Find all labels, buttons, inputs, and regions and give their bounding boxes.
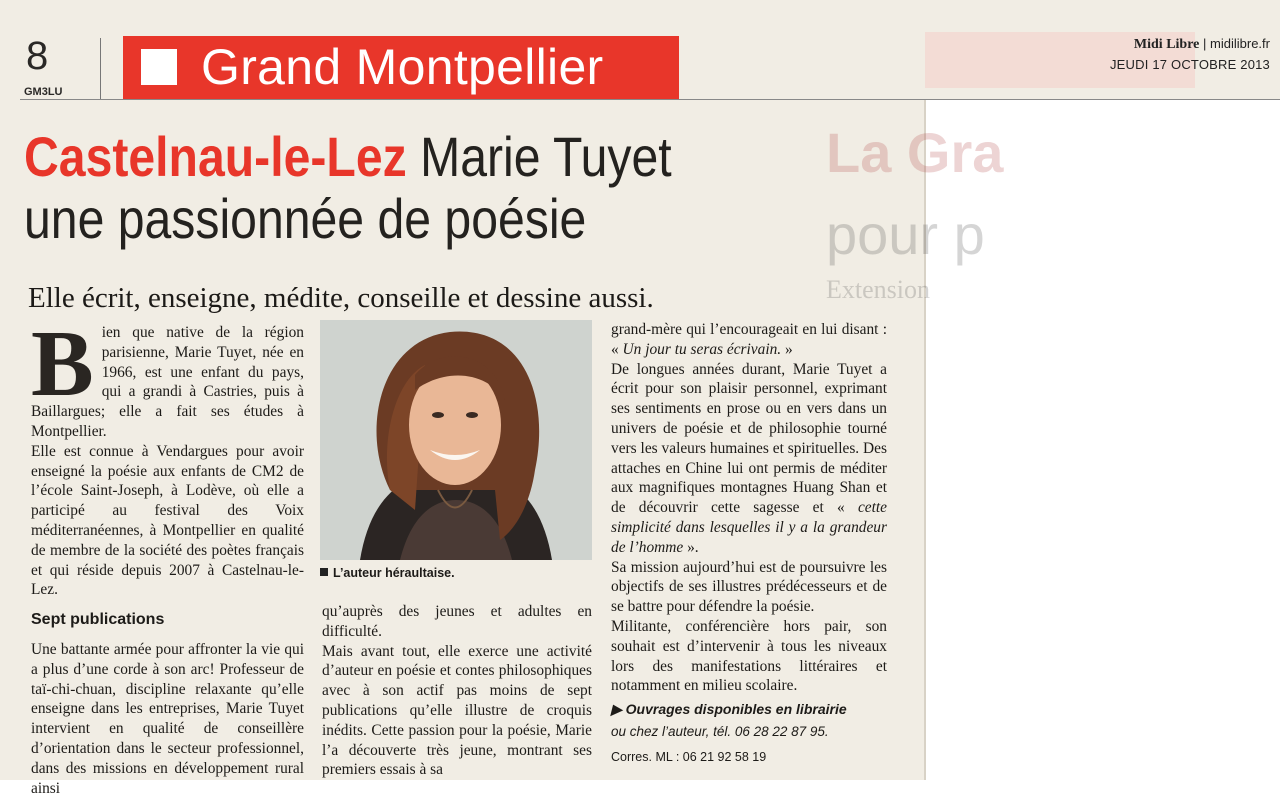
paragraph-text: De longues années durant, Marie Tuyet a écrit pour son plaisir personnel, exprimant ses sentiments en prose ou en vers dans un univers de poésie et de philosophie tourné vers les valeurs humaines et spirituelles. Des attaches en Chine lui ont permis de méditer aux magnifiques montagnes Huang Shan et de découvrir cette sagesse et « [611, 360, 887, 517]
article-kicker: Castelnau-le-Lez [24, 125, 407, 188]
white-square-icon [141, 49, 177, 85]
page-code: GM3LU [24, 86, 63, 98]
paragraph-text: ». [683, 538, 699, 556]
article-column-1 [31, 312, 304, 798]
caption-text: L’auteur héraultaise. [333, 566, 455, 580]
paragraph-text: ien que native de la région parisienne, Marie Tuyet, née en 1966, est une enfant du pays, qui a grandi à Castries, puis à Baillargues; elle a fait ses études à Montpellier. [31, 324, 304, 440]
header-divider [100, 38, 101, 100]
availability-note [611, 700, 887, 720]
paragraph-text: » [781, 340, 793, 358]
triangle-bullet-icon: ▶ [611, 701, 626, 718]
clipping-edge [924, 100, 926, 780]
headline-part-1: Marie Tuyet [420, 125, 672, 188]
publication-name: Midi Libre [1133, 37, 1200, 52]
square-bullet-icon [320, 568, 328, 576]
drop-cap: B [31, 312, 94, 416]
photo-caption [320, 566, 455, 580]
paragraph: Militante, conférencière hors pair, son souhait est d’intervenir à tous les niveaux lors des manifestations littéraires et notamment en milieu scolaire. [611, 617, 887, 695]
author-contact: ou chez l’auteur, tél. 06 28 22 87 95. [611, 723, 829, 739]
section-subheading: Sept publications [31, 611, 165, 629]
ghost-text-1: La Gra [826, 121, 1004, 184]
publication-date: JEUDI 17 OCTOBRE 2013 [1109, 57, 1270, 72]
paragraph: Elle est connue à Vendargues pour avoir enseigné la poésie aux enfants de CM2 de l’école Saint-Joseph, à Lodève, où elle a participé au festival des Voix méditerranéennes, à Montpellier en qualité de membre de la société des poètes français et qui réside depuis 2007 à Castelnau-le-Lez. [31, 442, 304, 599]
title-line-1 [24, 126, 672, 188]
ghost-text-3: Extension [826, 275, 930, 304]
paragraph: Sa mission aujourd’hui est de poursuivre les objectifs de ses illustres prédécesseurs et de se battre pour défendre la poésie. [611, 558, 887, 616]
header-rule [20, 99, 1280, 100]
paragraph [31, 312, 304, 442]
section-title: Grand Montpellier [201, 39, 604, 95]
article-column-3 [611, 320, 887, 768]
availability-text: Ouvrages disponibles en librairie [625, 701, 847, 718]
author-portrait-illustration [320, 320, 592, 560]
correspondent-contact: Corres. ML : 06 21 92 58 19 [611, 749, 767, 764]
paragraph: qu’auprès des jeunes et adultes en difficulté. [322, 603, 592, 640]
quote: cette simplicité dans lesquelles il y a la grandeur de l’homme [611, 499, 887, 556]
paragraph: Mais avant tout, elle exerce une activité d’auteur en poésie et contes philosophiques avec à son actif pas moins de sept publications qu’elle illustre de croquis inédits. Cette passion pour la poésie, Marie l’a découverte très jeune, montrant ses premiers essais à sa [322, 642, 592, 779]
quote: Un jour tu seras écrivain. [622, 340, 782, 358]
paragraph [611, 360, 887, 558]
page-number: 8 [26, 34, 49, 78]
article-column-2 [322, 602, 592, 780]
paragraph [611, 320, 887, 360]
publication-site: midilibre.fr [1210, 36, 1270, 51]
paragraph: Une battante armée pour affronter la vie qui a plus d’une corde à son arc! Professeur de taï-chi-chuan, discipline relaxante qu’elle enseigne dans les entreprises, Marie Tuyet intervient en qualité de conseillère d’orientation dans le secteur professionnel, dans des missions en développement rural ainsi [31, 640, 304, 797]
article-subtitle: Elle écrit, enseigne, médite, conseille et dessine aussi. [28, 282, 654, 314]
ghost-text-2: pour p [826, 203, 985, 266]
author-photo [320, 320, 592, 560]
headline-part-2: une passionnée de poésie [24, 187, 587, 250]
section-banner [123, 36, 679, 100]
publication-separator: | [1203, 36, 1207, 51]
article-title [24, 126, 777, 250]
paragraph-text: grand-mère qui l’encourageait en lui disant : « [611, 321, 887, 358]
publication-info [1110, 36, 1270, 72]
